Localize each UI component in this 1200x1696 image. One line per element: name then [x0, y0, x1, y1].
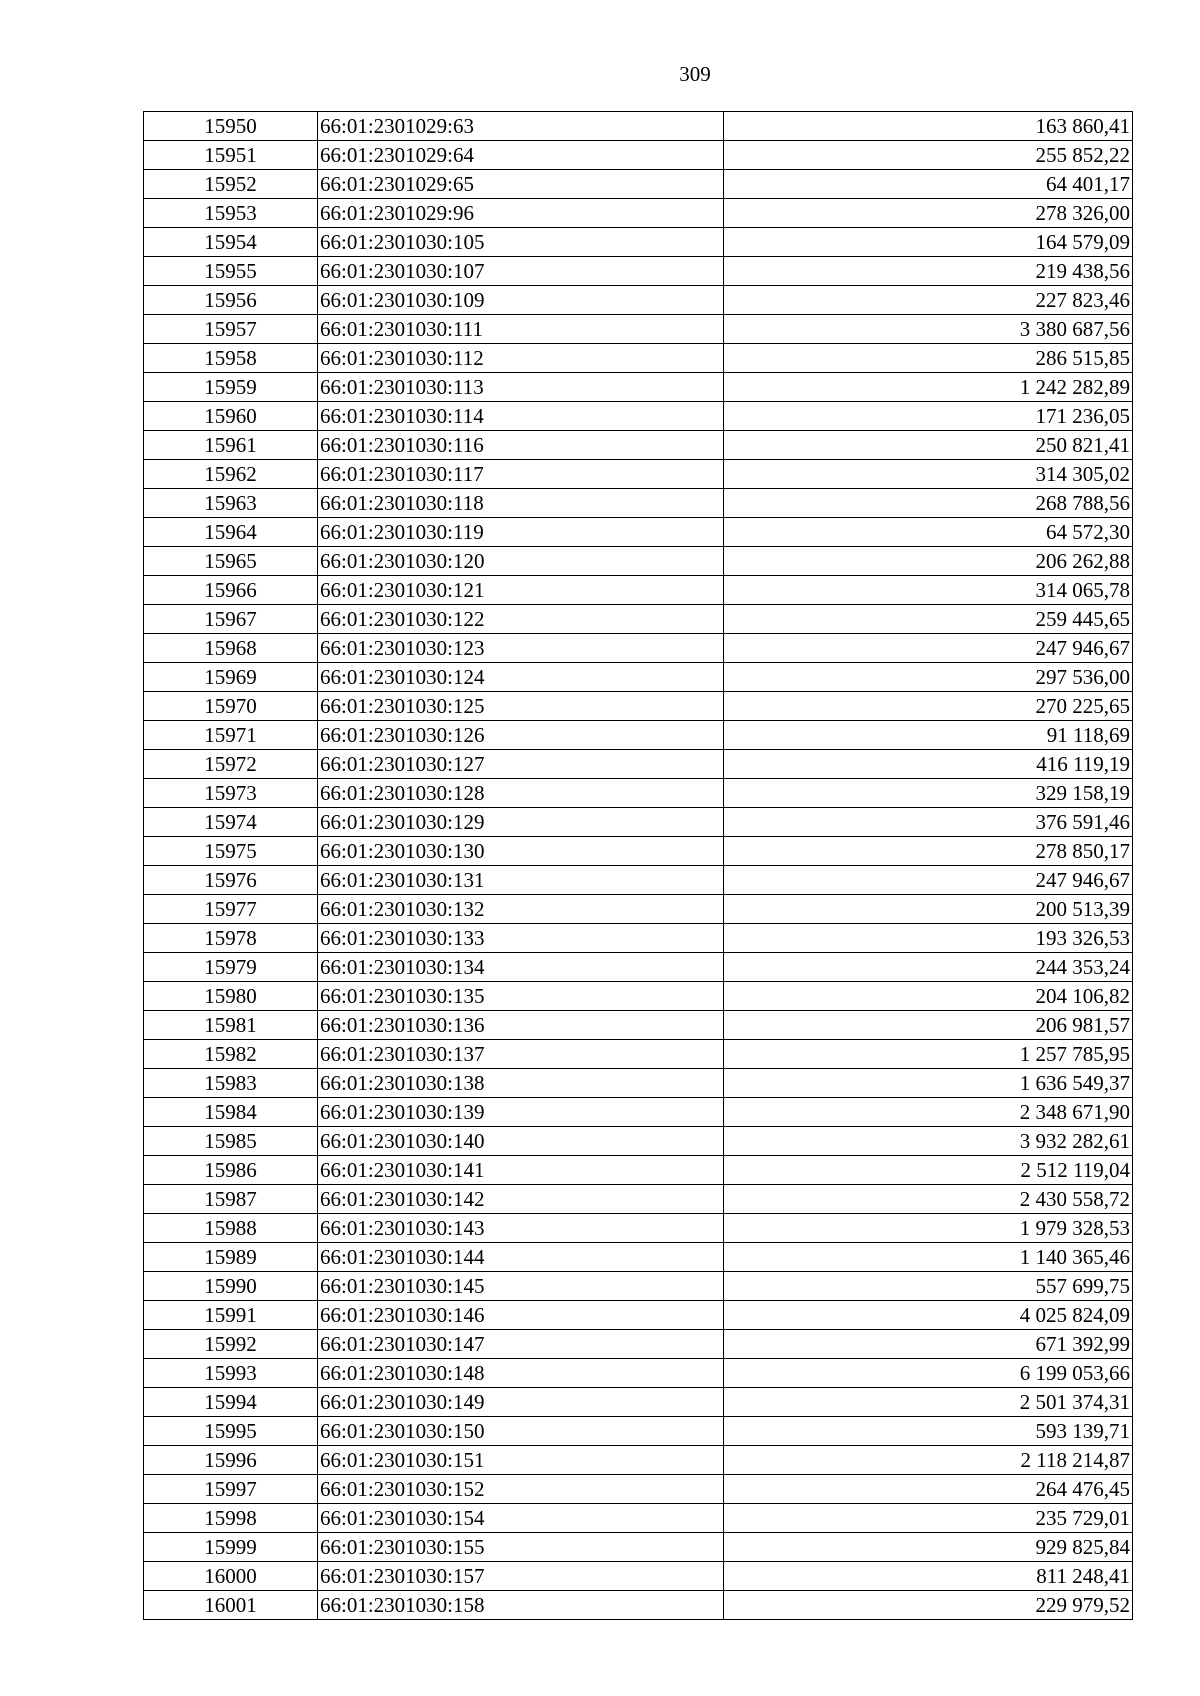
table-row: [144, 1040, 1133, 1069]
cadastral-value-cell: 2 430 558,72: [724, 1185, 1133, 1214]
row-number-cell: 15995: [144, 1417, 318, 1446]
cadastral-number-cell: 66:01:2301030:124: [318, 663, 724, 692]
table-row: [144, 1591, 1133, 1620]
page-number: 309: [679, 62, 711, 86]
table-row: [144, 344, 1133, 373]
cadastral-number-cell: 66:01:2301030:131: [318, 866, 724, 895]
row-number-cell: 15988: [144, 1214, 318, 1243]
cadastral-number-cell: 66:01:2301030:105: [318, 228, 724, 257]
cadastral-value-cell: 6 199 053,66: [724, 1359, 1133, 1388]
cadastral-number-cell: 66:01:2301030:152: [318, 1475, 724, 1504]
row-number-cell: 15965: [144, 547, 318, 576]
row-number-cell: 15978: [144, 924, 318, 953]
table-row: [144, 953, 1133, 982]
row-number-cell: 15982: [144, 1040, 318, 1069]
cadastral-number-cell: 66:01:2301030:111: [318, 315, 724, 344]
cadastral-value-cell: 171 236,05: [724, 402, 1133, 431]
row-number-cell: 15984: [144, 1098, 318, 1127]
cadastral-value-cell: 1 140 365,46: [724, 1243, 1133, 1272]
row-number-cell: 15969: [144, 663, 318, 692]
table-row: [144, 576, 1133, 605]
cadastral-number-cell: 66:01:2301029:96: [318, 199, 724, 228]
row-number-cell: 16000: [144, 1562, 318, 1591]
cadastral-number-cell: 66:01:2301030:121: [318, 576, 724, 605]
table-row: [144, 112, 1133, 141]
row-number-cell: 15952: [144, 170, 318, 199]
cadastral-value-cell: 297 536,00: [724, 663, 1133, 692]
row-number-cell: 15958: [144, 344, 318, 373]
cadastral-value-cell: 255 852,22: [724, 141, 1133, 170]
cadastral-value-cell: 270 225,65: [724, 692, 1133, 721]
table-row: [144, 866, 1133, 895]
cadastral-value-cell: 264 476,45: [724, 1475, 1133, 1504]
row-number-cell: 15997: [144, 1475, 318, 1504]
cadastral-value-cell: 204 106,82: [724, 982, 1133, 1011]
row-number-cell: 15959: [144, 373, 318, 402]
cadastral-value-cell: 1 257 785,95: [724, 1040, 1133, 1069]
table-row: [144, 1069, 1133, 1098]
table-row: [144, 692, 1133, 721]
cadastral-value-cell: 64 401,17: [724, 170, 1133, 199]
row-number-cell: 15990: [144, 1272, 318, 1301]
cadastral-number-cell: 66:01:2301030:149: [318, 1388, 724, 1417]
table-row: [144, 1214, 1133, 1243]
cadastral-number-cell: 66:01:2301029:65: [318, 170, 724, 199]
row-number-cell: 15972: [144, 750, 318, 779]
table-row: [144, 1562, 1133, 1591]
cadastral-number-cell: 66:01:2301030:119: [318, 518, 724, 547]
row-number-cell: 15951: [144, 141, 318, 170]
row-number-cell: 15983: [144, 1069, 318, 1098]
table-body: [144, 112, 1133, 1620]
cadastral-number-cell: 66:01:2301030:145: [318, 1272, 724, 1301]
row-number-cell: 15954: [144, 228, 318, 257]
table-row: [144, 779, 1133, 808]
table-row: [144, 1243, 1133, 1272]
row-number-cell: 15957: [144, 315, 318, 344]
cadastral-number-cell: 66:01:2301030:143: [318, 1214, 724, 1243]
row-number-cell: 15986: [144, 1156, 318, 1185]
cadastral-number-cell: 66:01:2301030:107: [318, 257, 724, 286]
cadastral-value-cell: 278 850,17: [724, 837, 1133, 866]
table-row: [144, 199, 1133, 228]
row-number-cell: 15996: [144, 1446, 318, 1475]
cadastral-number-cell: 66:01:2301030:155: [318, 1533, 724, 1562]
row-number-cell: 15963: [144, 489, 318, 518]
row-number-cell: 15967: [144, 605, 318, 634]
cadastral-value-cell: 416 119,19: [724, 750, 1133, 779]
table-row: [144, 1330, 1133, 1359]
cadastral-value-cell: 163 860,41: [724, 112, 1133, 141]
cadastral-value-cell: 244 353,24: [724, 953, 1133, 982]
row-number-cell: 15975: [144, 837, 318, 866]
row-number-cell: 15956: [144, 286, 318, 315]
cadastral-number-cell: 66:01:2301030:136: [318, 1011, 724, 1040]
cadastral-value-cell: 278 326,00: [724, 199, 1133, 228]
table-row: [144, 1533, 1133, 1562]
row-number-cell: 15960: [144, 402, 318, 431]
row-number-cell: 15964: [144, 518, 318, 547]
cadastral-number-cell: 66:01:2301030:116: [318, 431, 724, 460]
cadastral-value-cell: 329 158,19: [724, 779, 1133, 808]
row-number-cell: 15970: [144, 692, 318, 721]
cadastral-value-cell: 206 981,57: [724, 1011, 1133, 1040]
table-row: [144, 837, 1133, 866]
row-number-cell: 15962: [144, 460, 318, 489]
table-row: [144, 141, 1133, 170]
cadastral-value-cell: 2 512 119,04: [724, 1156, 1133, 1185]
row-number-cell: 15968: [144, 634, 318, 663]
table-row: [144, 982, 1133, 1011]
table-row: [144, 1301, 1133, 1330]
table-row: [144, 228, 1133, 257]
table-row: [144, 895, 1133, 924]
row-number-cell: 15971: [144, 721, 318, 750]
table-row: [144, 750, 1133, 779]
cadastral-number-cell: 66:01:2301030:147: [318, 1330, 724, 1359]
cadastral-number-cell: 66:01:2301030:109: [318, 286, 724, 315]
table-row: [144, 1475, 1133, 1504]
table-row: [144, 1417, 1133, 1446]
row-number-cell: 15992: [144, 1330, 318, 1359]
cadastral-value-cell: 376 591,46: [724, 808, 1133, 837]
table-row: [144, 431, 1133, 460]
cadastral-number-cell: 66:01:2301029:64: [318, 141, 724, 170]
cadastral-number-cell: 66:01:2301030:148: [318, 1359, 724, 1388]
cadastral-number-cell: 66:01:2301030:133: [318, 924, 724, 953]
cadastral-value-cell: 2 118 214,87: [724, 1446, 1133, 1475]
row-number-cell: 15980: [144, 982, 318, 1011]
table-row: [144, 257, 1133, 286]
cadastral-value-cell: 247 946,67: [724, 866, 1133, 895]
row-number-cell: 15998: [144, 1504, 318, 1533]
row-number-cell: 15999: [144, 1533, 318, 1562]
table-row: [144, 1446, 1133, 1475]
cadastral-value-cell: 2 348 671,90: [724, 1098, 1133, 1127]
cadastral-value-cell: 268 788,56: [724, 489, 1133, 518]
cadastral-value-cell: 314 305,02: [724, 460, 1133, 489]
table-row: [144, 1156, 1133, 1185]
cadastral-value-cell: 671 392,99: [724, 1330, 1133, 1359]
cadastral-number-cell: 66:01:2301030:141: [318, 1156, 724, 1185]
table-row: [144, 1504, 1133, 1533]
row-number-cell: 15974: [144, 808, 318, 837]
table-row: [144, 547, 1133, 576]
cadastral-value-cell: 286 515,85: [724, 344, 1133, 373]
row-number-cell: 15993: [144, 1359, 318, 1388]
cadastral-number-cell: 66:01:2301030:138: [318, 1069, 724, 1098]
cadastral-number-cell: 66:01:2301030:123: [318, 634, 724, 663]
table-row: [144, 315, 1133, 344]
table-row: [144, 1127, 1133, 1156]
cadastral-number-cell: 66:01:2301030:114: [318, 402, 724, 431]
table-row: [144, 286, 1133, 315]
table-row: [144, 402, 1133, 431]
cadastral-number-cell: 66:01:2301030:146: [318, 1301, 724, 1330]
cadastral-value-cell: 250 821,41: [724, 431, 1133, 460]
table-row: [144, 489, 1133, 518]
cadastral-value-cell: 193 326,53: [724, 924, 1133, 953]
cadastral-value-cell: 1 242 282,89: [724, 373, 1133, 402]
table-row: [144, 1185, 1133, 1214]
table-row: [144, 721, 1133, 750]
row-number-cell: 15994: [144, 1388, 318, 1417]
cadastral-value-cell: 227 823,46: [724, 286, 1133, 315]
cadastral-value-cell: 229 979,52: [724, 1591, 1133, 1620]
table-row: [144, 808, 1133, 837]
table-row: [144, 1359, 1133, 1388]
cadastral-number-cell: 66:01:2301030:139: [318, 1098, 724, 1127]
cadastral-value-cell: 64 572,30: [724, 518, 1133, 547]
row-number-cell: 15991: [144, 1301, 318, 1330]
row-number-cell: 15977: [144, 895, 318, 924]
cadastral-value-cell: 811 248,41: [724, 1562, 1133, 1591]
cadastral-value-cell: 259 445,65: [724, 605, 1133, 634]
row-number-cell: 15955: [144, 257, 318, 286]
row-number-cell: 15976: [144, 866, 318, 895]
table-row: [144, 663, 1133, 692]
cadastral-number-cell: 66:01:2301030:120: [318, 547, 724, 576]
cadastral-number-cell: 66:01:2301030:130: [318, 837, 724, 866]
cadastral-value-cell: 593 139,71: [724, 1417, 1133, 1446]
cadastral-value-cell: 4 025 824,09: [724, 1301, 1133, 1330]
cadastral-value-cell: 3 380 687,56: [724, 315, 1133, 344]
cadastral-number-cell: 66:01:2301030:126: [318, 721, 724, 750]
table-row: [144, 1388, 1133, 1417]
cadastral-number-cell: 66:01:2301030:122: [318, 605, 724, 634]
row-number-cell: 15985: [144, 1127, 318, 1156]
cadastral-number-cell: 66:01:2301030:151: [318, 1446, 724, 1475]
cadastral-value-cell: 314 065,78: [724, 576, 1133, 605]
cadastral-value-cell: 2 501 374,31: [724, 1388, 1133, 1417]
cadastral-value-cell: 1 636 549,37: [724, 1069, 1133, 1098]
table-row: [144, 170, 1133, 199]
cadastral-number-cell: 66:01:2301030:157: [318, 1562, 724, 1591]
cadastral-number-cell: 66:01:2301030:140: [318, 1127, 724, 1156]
cadastral-number-cell: 66:01:2301030:150: [318, 1417, 724, 1446]
cadastral-value-cell: 206 262,88: [724, 547, 1133, 576]
table-row: [144, 1011, 1133, 1040]
cadastral-number-cell: 66:01:2301030:113: [318, 373, 724, 402]
cadastral-number-cell: 66:01:2301030:158: [318, 1591, 724, 1620]
cadastral-value-cell: 3 932 282,61: [724, 1127, 1133, 1156]
cadastral-number-cell: 66:01:2301030:129: [318, 808, 724, 837]
table-row: [144, 634, 1133, 663]
cadastral-number-cell: 66:01:2301030:118: [318, 489, 724, 518]
row-number-cell: 15981: [144, 1011, 318, 1040]
cadastral-value-cell: 235 729,01: [724, 1504, 1133, 1533]
row-number-cell: 15989: [144, 1243, 318, 1272]
cadastral-value-cell: 929 825,84: [724, 1533, 1133, 1562]
row-number-cell: 15953: [144, 199, 318, 228]
table-row: [144, 924, 1133, 953]
cadastral-value-table: [143, 111, 1133, 1620]
row-number-cell: 15961: [144, 431, 318, 460]
cadastral-number-cell: 66:01:2301030:132: [318, 895, 724, 924]
table-row: [144, 373, 1133, 402]
cadastral-value-cell: 247 946,67: [724, 634, 1133, 663]
cadastral-number-cell: 66:01:2301030:125: [318, 692, 724, 721]
cadastral-value-cell: 1 979 328,53: [724, 1214, 1133, 1243]
cadastral-number-cell: 66:01:2301030:144: [318, 1243, 724, 1272]
cadastral-value-cell: 164 579,09: [724, 228, 1133, 257]
cadastral-number-cell: 66:01:2301030:127: [318, 750, 724, 779]
cadastral-value-cell: 200 513,39: [724, 895, 1133, 924]
row-number-cell: 15987: [144, 1185, 318, 1214]
row-number-cell: 16001: [144, 1591, 318, 1620]
cadastral-number-cell: 66:01:2301030:112: [318, 344, 724, 373]
cadastral-number-cell: 66:01:2301030:134: [318, 953, 724, 982]
cadastral-number-cell: 66:01:2301030:117: [318, 460, 724, 489]
table-row: [144, 460, 1133, 489]
cadastral-number-cell: 66:01:2301029:63: [318, 112, 724, 141]
cadastral-number-cell: 66:01:2301030:137: [318, 1040, 724, 1069]
row-number-cell: 15966: [144, 576, 318, 605]
table-row: [144, 1272, 1133, 1301]
cadastral-number-cell: 66:01:2301030:142: [318, 1185, 724, 1214]
row-number-cell: 15979: [144, 953, 318, 982]
table-row: [144, 605, 1133, 634]
table-row: [144, 518, 1133, 547]
cadastral-number-cell: 66:01:2301030:135: [318, 982, 724, 1011]
cadastral-number-cell: 66:01:2301030:128: [318, 779, 724, 808]
cadastral-value-cell: 219 438,56: [724, 257, 1133, 286]
row-number-cell: 15950: [144, 112, 318, 141]
table-row: [144, 1098, 1133, 1127]
cadastral-value-cell: 91 118,69: [724, 721, 1133, 750]
cadastral-number-cell: 66:01:2301030:154: [318, 1504, 724, 1533]
cadastral-value-cell: 557 699,75: [724, 1272, 1133, 1301]
row-number-cell: 15973: [144, 779, 318, 808]
